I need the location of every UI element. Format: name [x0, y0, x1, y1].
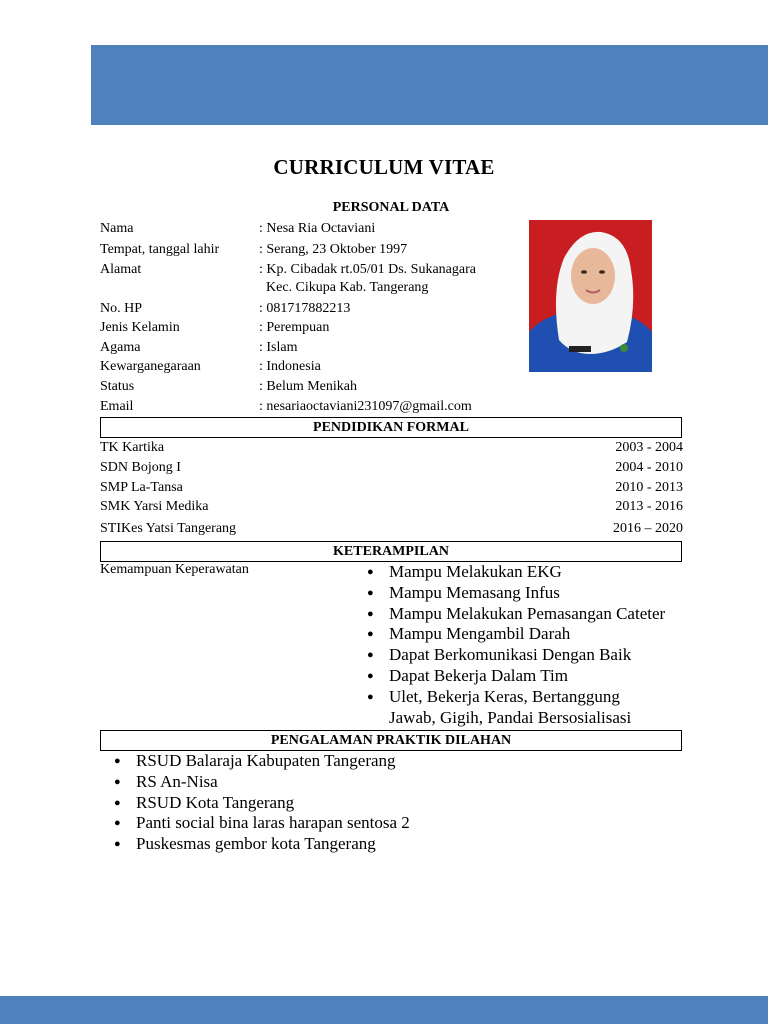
experience-item: ● RS An-Nisa — [114, 772, 564, 793]
skill-item: ● Mampu Mengambil Darah — [367, 624, 687, 645]
skill-item: ● Ulet, Bekerja Keras, Bertanggung Jawab, Gigih, Pandai Bersosialisasi — [367, 687, 669, 729]
education-school: SDN Bojong I — [100, 460, 181, 475]
experience-list — [114, 751, 564, 855]
footer-bar — [0, 996, 768, 1024]
skill-item: ● Mampu Melakukan EKG — [367, 562, 687, 583]
skills-heading: KETERAMPILAN — [100, 541, 682, 562]
education-years: 2010 - 2013 — [615, 480, 683, 495]
education-school: TK Kartika — [100, 440, 165, 455]
value-status: : Belum Menikah — [259, 379, 357, 394]
value-jenis-kelamin: : Perempuan — [259, 320, 330, 335]
education-years: 2004 - 2010 — [615, 460, 683, 475]
value-ttl: : Serang, 23 Oktober 1997 — [259, 242, 408, 257]
label-status: Status — [100, 379, 135, 394]
education-heading: PENDIDIKAN FORMAL — [100, 417, 682, 438]
label-alamat: Alamat — [100, 262, 142, 277]
value-agama: : Islam — [259, 340, 298, 355]
experience-item: ● Panti social bina laras harapan sentosa 2 — [114, 813, 564, 834]
page-title: CURRICULUM VITAE — [273, 155, 495, 179]
skill-item: ● Dapat Berkomunikasi Dengan Baik — [367, 645, 687, 666]
label-ttl: Tempat, tanggal lahir — [100, 242, 220, 257]
value-nama: : Nesa Ria Octaviani — [259, 221, 376, 236]
education-years: 2003 - 2004 — [615, 440, 683, 455]
value-email: : nesariaoctaviani231097@gmail.com — [259, 399, 472, 414]
value-kewarganegaraan: : Indonesia — [259, 359, 321, 374]
label-hp: No. HP — [100, 301, 143, 316]
value-alamat-line1: : Kp. Cibadak rt.05/01 Ds. Sukanagara — [259, 262, 476, 277]
experience-item: ● RSUD Balaraja Kabupaten Tangerang — [114, 751, 564, 772]
education-school: STIKes Yatsi Tangerang — [100, 521, 237, 536]
header-bar — [91, 45, 768, 125]
label-jenis-kelamin: Jenis Kelamin — [100, 320, 180, 335]
education-school: SMK Yarsi Medika — [100, 499, 209, 514]
education-years: 2013 - 2016 — [615, 499, 683, 514]
value-alamat-line2: Kec. Cikupa Kab. Tangerang — [259, 280, 429, 295]
experience-item: ● RSUD Kota Tangerang — [114, 793, 564, 814]
skills-list — [367, 562, 687, 728]
personal-data-heading: PERSONAL DATA — [332, 200, 450, 215]
experience-heading: PENGALAMAN PRAKTIK DILAHAN — [100, 730, 682, 751]
label-agama: Agama — [100, 340, 141, 355]
label-kewarganegaraan: Kewarganegaraan — [100, 359, 201, 374]
education-years: 2016 – 2020 — [613, 521, 683, 536]
profile-photo — [529, 220, 652, 372]
skill-item: ● Mampu Memasang Infus — [367, 583, 687, 604]
value-hp: : 081717882213 — [259, 301, 351, 316]
skill-item: ● Dapat Bekerja Dalam Tim — [367, 666, 687, 687]
label-email: Email — [100, 399, 134, 414]
skill-item: ● Mampu Melakukan Pemasangan Cateter — [367, 604, 687, 625]
skills-label: Kemampuan Keperawatan — [100, 562, 249, 577]
experience-item: ● Puskesmas gembor kota Tangerang — [114, 834, 564, 855]
education-school: SMP La-Tansa — [100, 480, 183, 495]
label-nama: Nama — [100, 221, 134, 236]
